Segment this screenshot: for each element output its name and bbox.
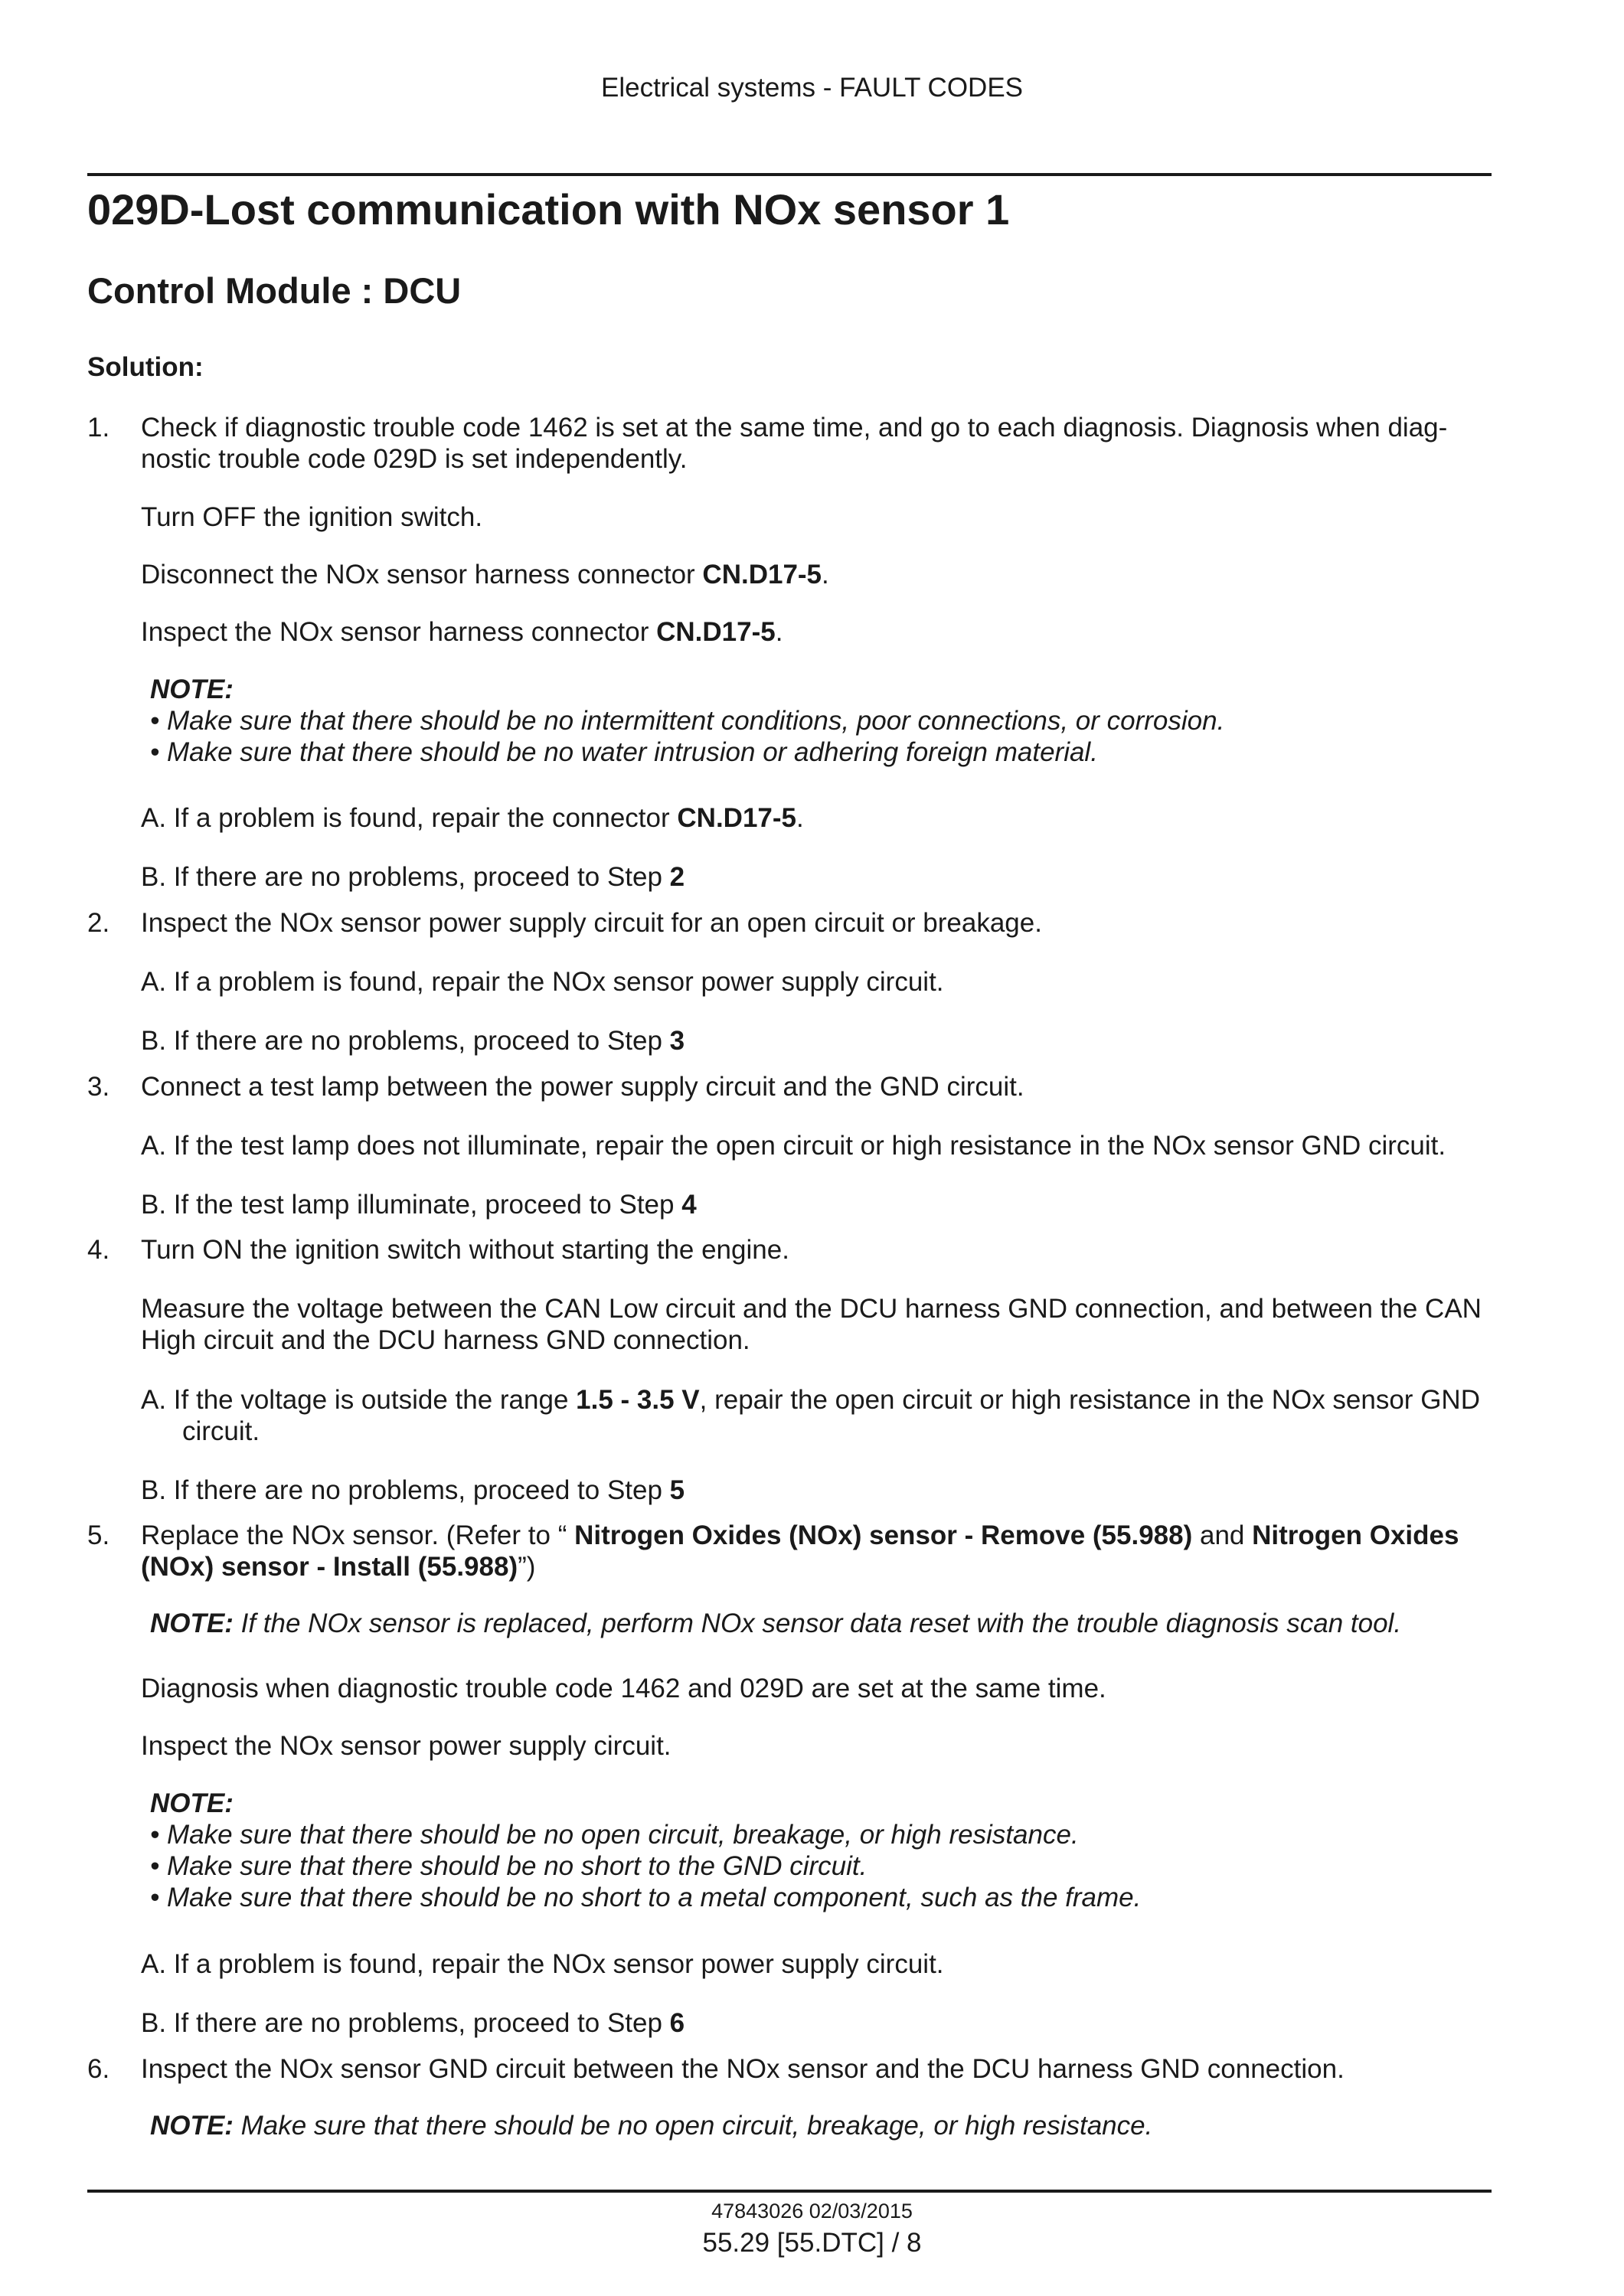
step-3-text: Connect a test lamp between the power supply circuit and the GND circuit.	[141, 1072, 1024, 1102]
step-6-number: 6.	[87, 2054, 110, 2084]
connector-ref: CN.D17-5	[702, 560, 822, 590]
note-label: NOTE:	[150, 674, 234, 704]
step-5-text: Replace the NOx sensor. (Refer to “ Nitrogen Oxides (NOx) sensor - Remove (55.988) and Nitrogen Oxides (NOx) sensor - Install (55.988)”)	[141, 1520, 1459, 1582]
step-ref: 3	[669, 1026, 685, 1056]
step-4-text: Turn ON the ignition switch without starting the engine.	[141, 1235, 789, 1265]
step-5-paragraph-2: Inspect the NOx sensor power supply circuit.	[141, 1731, 671, 1761]
note-label: NOTE:	[150, 1609, 234, 1638]
step-1-paragraph-2: Disconnect the NOx sensor harness connector CN.D17-5.	[141, 560, 829, 590]
step-6-text: Inspect the NOx sensor GND circuit between the NOx sensor and the DCU harness GND connection.	[141, 2054, 1345, 2084]
reference-remove: Nitrogen Oxides (NOx) sensor - Remove (55.988)	[574, 1520, 1193, 1550]
step-3-option-b: B. If the test lamp illuminate, proceed to Step 4	[141, 1190, 697, 1220]
solution-label: Solution:	[87, 352, 204, 382]
step-6-note: NOTE: Make sure that there should be no open circuit, breakage, or high resistance.	[150, 2111, 1153, 2141]
step-ref: 5	[669, 1475, 685, 1505]
voltage-range: 1.5 - 3.5 V	[576, 1385, 700, 1415]
footer-divider	[87, 2190, 1492, 2193]
note-line: • Make sure that there should be no short to the GND circuit.	[150, 1851, 868, 1881]
step-5-option-a: A. If a problem is found, repair the NOx sensor power supply circuit.	[141, 1949, 944, 1979]
page-header: Electrical systems - FAULT CODES	[600, 73, 1024, 103]
step-5-paragraph-1: Diagnosis when diagnostic trouble code 1462 and 029D are set at the same time.	[141, 1674, 1106, 1703]
reference-install: Nitrogen Oxides (NOx) sensor - Install (55.988)	[141, 1520, 1459, 1582]
step-2-option-b: B. If there are no problems, proceed to Step 3	[141, 1026, 685, 1056]
note-label: NOTE:	[150, 1788, 234, 1818]
step-1-paragraph-3: Inspect the NOx sensor harness connector CN.D17-5.	[141, 617, 783, 647]
step-4-paragraph-1: Measure the voltage between the CAN Low circuit and the DCU harness GND connection, and between the CAN High circuit and the DCU harness GND connection.	[141, 1294, 1482, 1355]
step-1-paragraph-1: Turn OFF the ignition switch.	[141, 502, 483, 532]
step-5-note: NOTE: If the NOx sensor is replaced, perform NOx sensor data reset with the trouble diagnosis scan tool.	[150, 1609, 1402, 1638]
step-2-option-a: A. If a problem is found, repair the NOx sensor power supply circuit.	[141, 967, 944, 997]
note-label: NOTE:	[150, 2111, 234, 2141]
page-title: 029D-Lost communication with NOx sensor 1	[87, 185, 1010, 234]
footer-page-number: 55.29 [55.DTC] / 8	[702, 2228, 922, 2258]
step-ref: 4	[681, 1190, 697, 1220]
step-4-option-a: A. If the voltage is outside the range 1.5 - 3.5 V, repair the open circuit or high resistance in the NOx sensor GND circuit.	[141, 1385, 1480, 1446]
step-4-number: 4.	[87, 1235, 110, 1265]
step-1-note	[150, 674, 1490, 768]
step-3-option-a: A. If the test lamp does not illuminate, repair the open circuit or high resistance in the NOx sensor GND circuit.	[141, 1131, 1446, 1161]
footer-document-number: 47843026 02/03/2015	[711, 2200, 913, 2223]
step-5-note-2	[150, 1788, 1490, 1913]
step-2-text: Inspect the NOx sensor power supply circuit for an open circuit or breakage.	[141, 908, 1042, 938]
note-line: • Make sure that there should be no open circuit, breakage, or high resistance.	[150, 1820, 1079, 1850]
step-1-option-a: A. If a problem is found, repair the connector CN.D17-5.	[141, 803, 804, 833]
step-1-option-b: B. If there are no problems, proceed to Step 2	[141, 862, 685, 892]
connector-ref: CN.D17-5	[656, 617, 776, 647]
note-line: • Make sure that there should be no water intrusion or adhering foreign material.	[150, 737, 1098, 767]
step-3-number: 3.	[87, 1072, 110, 1102]
step-5-option-b: B. If there are no problems, proceed to Step 6	[141, 2008, 685, 2038]
step-1-text: Check if diagnostic trouble code 1462 is set at the same time, and go to each diagnosis. Diagnosis when diag-nostic trouble code 029D is set independently.	[141, 413, 1448, 474]
note-line: • Make sure that there should be no intermittent conditions, poor connections, or corrosion.	[150, 706, 1225, 736]
control-module-title: Control Module : DCU	[87, 270, 462, 311]
step-ref: 6	[669, 2008, 685, 2038]
step-2-number: 2.	[87, 908, 110, 938]
step-1-number: 1.	[87, 413, 110, 443]
connector-ref: CN.D17-5	[677, 803, 796, 833]
step-5-number: 5.	[87, 1520, 110, 1550]
step-ref: 2	[669, 862, 685, 892]
header-divider	[87, 173, 1492, 176]
note-line: • Make sure that there should be no short to a metal component, such as the frame.	[150, 1883, 1142, 1912]
step-4-option-b: B. If there are no problems, proceed to Step 5	[141, 1475, 685, 1505]
